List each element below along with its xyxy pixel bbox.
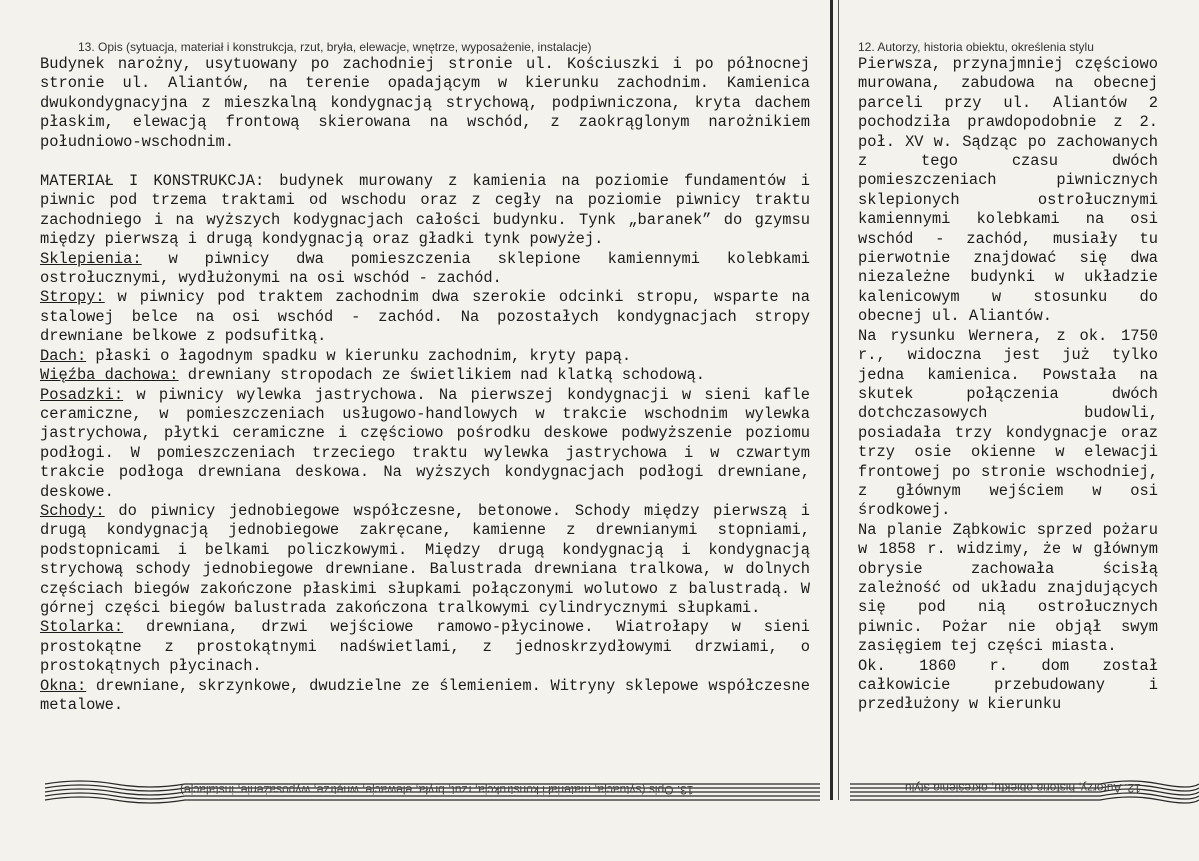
column-divider-thin	[838, 0, 839, 800]
item-text: płaski o łagodnym spadku w kierunku zachodnim, kryty papą.	[86, 346, 632, 365]
item-label: Stolarka:	[40, 618, 124, 637]
mirrored-header-12: 12. Autorzy, historia obiektu, określenia stylu	[905, 781, 1141, 795]
item-text: drewniany stropodach ze świetlikiem nad klatką schodową.	[178, 366, 705, 385]
item-text: drewniane, skrzynkowe, dwudzielne ze ślemieniem. Witryny sklepowe współczesne metalowe.	[40, 676, 810, 714]
item-label: Okna:	[40, 676, 87, 695]
description-column	[40, 55, 810, 715]
intro-paragraph: Budynek narożny, usytuowany po zachodniej stronie ul. Kościuszki i po północnej stronie ul. Aliantów, na terenie opadającym w kierunku zachodnim. Kamienica dwukondygnacyjna z mieszkalną kondygnacją strychową, podpiwniczona, kryta dachem płaskim, elewacją frontową skierowana na wschód, z zaokrąglonym narożnikiem południowo-wschodnim.	[40, 55, 810, 151]
item-stolarka	[40, 618, 810, 676]
item-label: Sklepienia:	[40, 249, 142, 268]
item-label: Dach:	[40, 346, 87, 365]
history-paragraph: Na rysunku Wernera, z ok. 1750 r., widoczna jest już tylko jedna kamienica. Powstała na skutek połączenia dwóch dotchczasowych budowli, posiadała trzy kondygnacje oraz trzy osie okienne w elewacji frontowej po stronie wschodniej, z głównym wejściem w osi środkowej.	[858, 326, 1158, 520]
column-divider	[830, 0, 833, 800]
item-text: w piwnicy pod traktem zachodnim dwa szerokie odcinki stropu, wsparte na stalowej belce na osi wschód - zachód. Na pozostałych kondygnacjach stropy drewniane belkowe z podsufitką.	[40, 288, 810, 346]
history-column	[858, 55, 1158, 715]
item-text: do piwnicy jednobiegowe współczesne, betonowe. Schody między pierwszą i drugą kondygnacją jednobiegowe zakręcane, kamienne z drewnianymi stopniami, podstopnicami i belkami policzkowymi. Między drugą kondygnacją i kondygnacją strychową schody jednobiegowe drewniane. Balustrada drewniana tralkowa, w dolnych częściach biegów zakończone płaskimi słupkami połączonymi wolutowo z balustradą. W górnej części biegów balustrada zakończona tralkowymi cylindrycznymi słupkami.	[40, 501, 810, 617]
material-paragraph: MATERIAŁ I KONSTRUKCJA: budynek murowany z kamienia na poziomie fundamentów i piwnic pod trzema traktami od wschodu oraz z cegły na poziomie piwnicy traktu zachodniego i na wyższych kodygnacjach całości budynku. Tynk „baranek” do gzymsu między pierwszą i drugą kondygnacją oraz gładki tynk powyżej.	[40, 172, 810, 249]
history-paragraph: Na planie Ząbkowic sprzed pożaru w 1858 r. widzimy, że w głównym obrysie zachowała ścisłą zależność od układu znajdujących się pod nią ostrołucznych piwnic. Pożar nie objął swym zasięgiem tej części miasta.	[858, 520, 1158, 656]
item-label: Więźba dachowa:	[40, 366, 179, 385]
item-text: w piwnicy wylewka jastrychowa. Na pierwszej kondygnacji w sieni kafle ceramiczne, w pomieszczeniach usługowo-handlowych w trakcie wschodnim wylewka jastrychowa, płytki ceramiczne i częściowo pośrodku deskowe podwyższenie poziomu podłogi. W pomieszczeniach trzeciego traktu wylewka jastrychowa i w czwartym trakcie podłoga drewniana deskowa. Na wyższych kondygnacjach podłogi drewniane, deskowe.	[40, 385, 810, 501]
item-text: w piwnicy dwa pomieszczenia sklepione kamiennymi kolebkami ostrołucznymi, wydłużonymi na osi wschód - zachód.	[40, 249, 810, 288]
item-dach	[40, 347, 810, 366]
item-stropy	[40, 288, 810, 346]
item-label: Posadzki:	[40, 385, 124, 404]
item-okna	[40, 677, 810, 716]
item-posadzki	[40, 386, 810, 502]
item-label: Schody:	[40, 501, 105, 520]
item-schody	[40, 502, 810, 618]
section-12-header: 12. Autorzy, historia obiektu, określenia stylu	[858, 40, 1094, 54]
history-paragraph: Ok. 1860 r. dom został całkowicie przebudowany i przedłużony w kierunku	[858, 656, 1158, 714]
item-text: drewniana, drzwi wejściowe ramowo-płycinowe. Wiatrołapy w sieni prostokątne z prostokątnymi nadświetlami, z jednoskrzydłowymi drzwiami, o prostokątnych płycinach.	[40, 618, 810, 676]
mirrored-header-13: 13. Opis (sytuacja, materiał i konstrukcja, rzut, bryła, elewacje, wnętrze, wyposażenie, instalacje)	[180, 783, 694, 797]
item-label: Stropy:	[40, 288, 105, 307]
section-13-header: 13. Opis (sytuacja, materiał i konstrukcja, rzut, bryła, elewacje, wnętrze, wyposażenie, instalacje)	[78, 40, 592, 54]
item-sklepienia	[40, 250, 810, 289]
history-paragraph: Pierwsza, przynajmniej częściowo murowana, zabudowa na obecnej parceli przy ul. Aliantów 2 pochodziła prawdopodobnie z 2. poł. XV w. Sądząc po zachowanych z tego czasu dwóch pomieszczeniach piwnicznych sklepionych ostrołucznymi kamiennymi kolebkami na osi wschód - zachód, musiały tu pierwotnie znajdować się dwa niezależne budynki w układzie kalenicowym w stosunku do obecnej ul. Aliantów.	[858, 55, 1158, 326]
item-wiezba	[40, 366, 810, 385]
